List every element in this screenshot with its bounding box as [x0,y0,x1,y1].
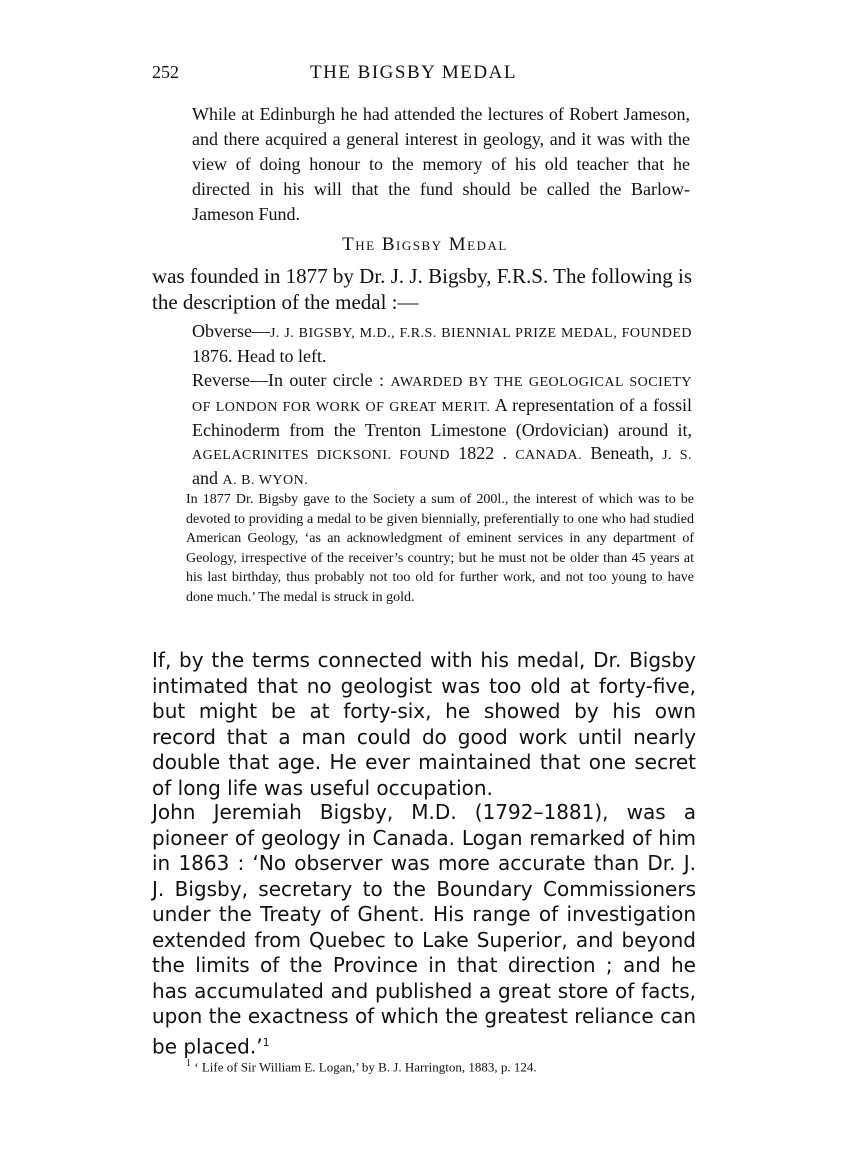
reverse-and: and [192,468,218,488]
footnote-reference: 1 [262,1035,270,1049]
reverse-place: CANADA. [515,448,583,463]
footnote [186,1058,537,1075]
reverse-found-year: 1822 . [458,443,507,463]
reverse-label: Reverse—In outer circle : [192,370,385,390]
reverse-engraver2: A. B. WYON. [222,473,309,488]
paragraph-barlow-jameson: While at Edinburgh he had attended the lectures of Robert Jameson, and there acquired a general interest in geology, and it was with the view of doing honour to the memory of his old teacher that he directed in his will that the fund should be called the Barlow-Jameson Fund. [192,104,690,224]
paragraph-gift: In 1877 Dr. Bigsby gave to the Society a sum of 200l., the interest of which was to be devoted to providing a medal to be given biennially, preferentially to one who had studied American Geology, ‘as an acknowledgment of eminent services in any department of Geology, irrespective of the receiver’s country; but he must not be older than 45 years at his last birthday, thus probably not too old for further work, and not too young to have done much.’ The medal is struck in gold. [186,492,694,605]
footnote-text: ‘ Life of Sir William E. Logan,’ by B. J. Harrington, 1883, p. 124. [194,1059,537,1075]
obverse-rest: Head to left. [237,346,327,366]
paragraph-founded: was founded in 1877 by Dr. J. J. Bigsby, F.R.S. The following is the description of the medal :— [152,264,692,314]
page-number: 252 [152,62,179,82]
footnote-mark: 1 [186,1058,191,1069]
reverse-inscription: AWARDED BY THE GEOLOGICAL SOCIETY OF LONDON FOR WORK OF GREAT MERIT. [192,375,693,415]
obverse-label: Obverse— [192,321,270,341]
paragraph-biography [152,800,696,1060]
paragraph-age: If, by the terms connected with his medal, Dr. Bigsby intimated that no geologist was too old at forty-five, but might be at forty-six, he showed by his own record that a man could do good work until nearly double that age. He ever maintained that one secret of long life was useful occupation. [152,648,696,800]
reverse-species: AGELACRINITES DICKSONI. FOUND [192,448,451,463]
reverse-text: A representation of a fossil Echinoderm from the Trenton Limestone (Ordovician) around it, [192,395,692,440]
reverse-engravers: J. S. [662,448,693,463]
biography-text: John Jeremiah Bigsby, M.D. (1792–1881), was a pioneer of geology in Canada. Logan remarked of him in 1863 : ‘No observer was more accurate than Dr. J. J. Bigsby, secretary to the Boundary Commissioners under the Treaty of Ghent. His range of investigation extended from Quebec to Lake Superior, and beyond the limits of the Province in that direction ; and he has accumulated and published a great store of facts, upon the exactness of which the greatest reliance can be placed.’ [152,800,696,1059]
running-title: THE BIGSBY MEDAL [310,62,517,83]
section-heading: The Bigsby Medal [342,234,508,255]
obverse-inscription: J. J. BIGSBY, M.D., F.R.S. BIENNIAL PRIZE MEDAL, FOUNDED [269,326,692,341]
reverse-description [192,369,692,492]
reverse-beneath: Beneath, [590,443,654,463]
obverse-year: 1876. [192,346,233,366]
obverse-description [192,320,692,368]
